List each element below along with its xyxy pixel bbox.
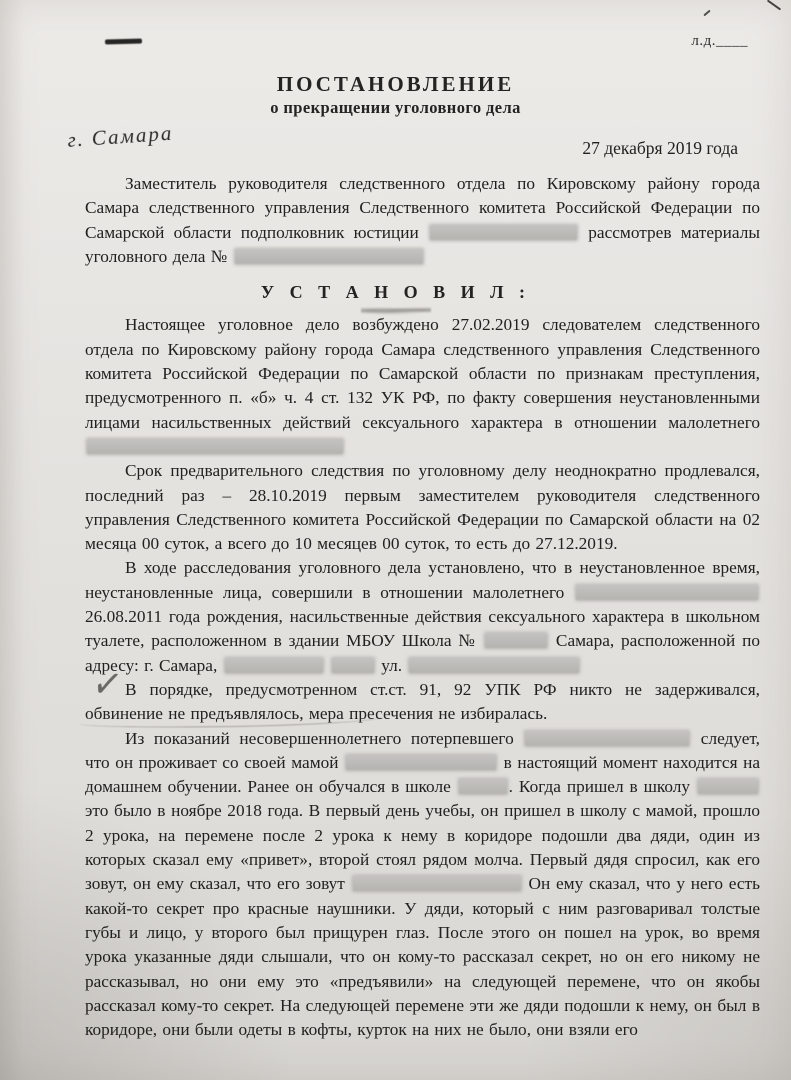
redaction-block [225, 658, 323, 673]
document-text [85, 172, 760, 1042]
resolution-heading [85, 280, 706, 304]
pen-tick-mark [703, 10, 710, 17]
redaction-block [87, 439, 343, 454]
body-section [85, 313, 760, 1042]
folio-number-label: л.д.____ [691, 32, 748, 49]
document-title: ПОСТАНОВЛЕНИЕ [276, 72, 515, 96]
document-paragraph: Срок предварительного следствия по уголовному делу неоднократно продлевался, последний раз – 28.10.2019 первым заместителем руководителя следственного управления Следственного комитета Российской Федерации по Самарской области на 02 месяца 00 суток, а всего до 10 месяцев 00 суток, то есть до 27.12.2019. [85, 461, 760, 554]
redaction-block [698, 779, 758, 794]
handwritten-dash-mark [105, 38, 142, 44]
redaction-block [430, 225, 577, 240]
document-subtitle: о прекращении уголовного дела [270, 98, 521, 117]
corner-pen-stroke [767, 0, 781, 10]
page-header-row [85, 30, 760, 52]
redaction-block [409, 658, 579, 673]
document-paragraph: В ходе расследования уголовного дела установлено, что в неустановленное время, неустановленные лица, совершили в отношении малолетнего 26.08.2011 года рождения, насильственные действия сексуального характера в школьном туалете, расположенном в здании МБОУ Школа № Самара, расположенной по адресу: г. Самара, ул. [85, 558, 760, 675]
preamble-section [85, 172, 760, 269]
redaction-block [353, 876, 521, 891]
document-date: 27 декабря 2019 года [582, 138, 738, 158]
resolution-heading-text: У С Т А Н О В И Л : [260, 282, 531, 303]
redaction-block [525, 731, 689, 746]
redaction-block [459, 779, 507, 794]
redaction-block [332, 658, 374, 673]
ink-smudge-mark [361, 306, 431, 315]
redaction-block [346, 755, 496, 770]
redaction-block [576, 585, 758, 600]
redaction-block [235, 249, 423, 264]
city-date-row [66, 120, 760, 162]
document-paragraph: Настоящее уголовное дело возбуждено 27.02.2019 следователем следственного отдела по Кировскому району города Самара следственного управления Следственного комитета Российской Федерации по Самарской области по признакам преступления, предусмотренного п. «б» ч. 4 ст. 132 УК РФ, по факту совершения неустановленными лицами насильственных действий сексуального характера в отношении малолетнего [85, 313, 760, 459]
handwritten-city: г. Самара [66, 120, 175, 153]
redaction-block [485, 633, 547, 648]
document-paragraph: ✓ В порядке, предусмотренном ст.ст. 91, 92 УПК РФ никто не задерживался, обвинение не предъявлялось, мера пресечения не избиралась. [85, 678, 760, 727]
document-paragraph: Заместитель руководителя следственного отдела по Кировскому району города Самара следственного управления Следственного комитета Российской Федерации по Самарской области подполковник юстиции рассмотрев материалы уголовного дела № [85, 174, 760, 266]
document-paragraph: Из показаний несовершеннолетнего потерпевшего следует, что он проживает со своей мамой в настоящий момент находится на домашнем обучении. Ранее он обучался в школе . Когда пришел в школу это было в ноябре 2018 года. В первый день учебы, он пришел в школу с мамой, прошло 2 урока, на перемене после 2 урока к нему в коридоре подошли два дяди, один из которых сказал ему «привет», второй стоял рядом молча. Первый дядя спросил, как его зовут, он ему сказал, что его зовут Он ему сказал, что у него есть какой-то секрет про красные наушники. У дяди, который с ним разговаривал толстые губы и лицо, у второго был прищурен глаз. После этого он пошел на урок, во время урока указанные дяди слышали, что он кому-то рассказал секрет, но он его никому не рассказывал, но они ему это «предъявили» на следующей перемене, что он якобы рассказал кому-то секрет. На следующей перемене эти же дяди подошли к нему, он был в коридоре, они были одеты в кофты, курток на них не было, они взяли его [85, 728, 761, 1040]
